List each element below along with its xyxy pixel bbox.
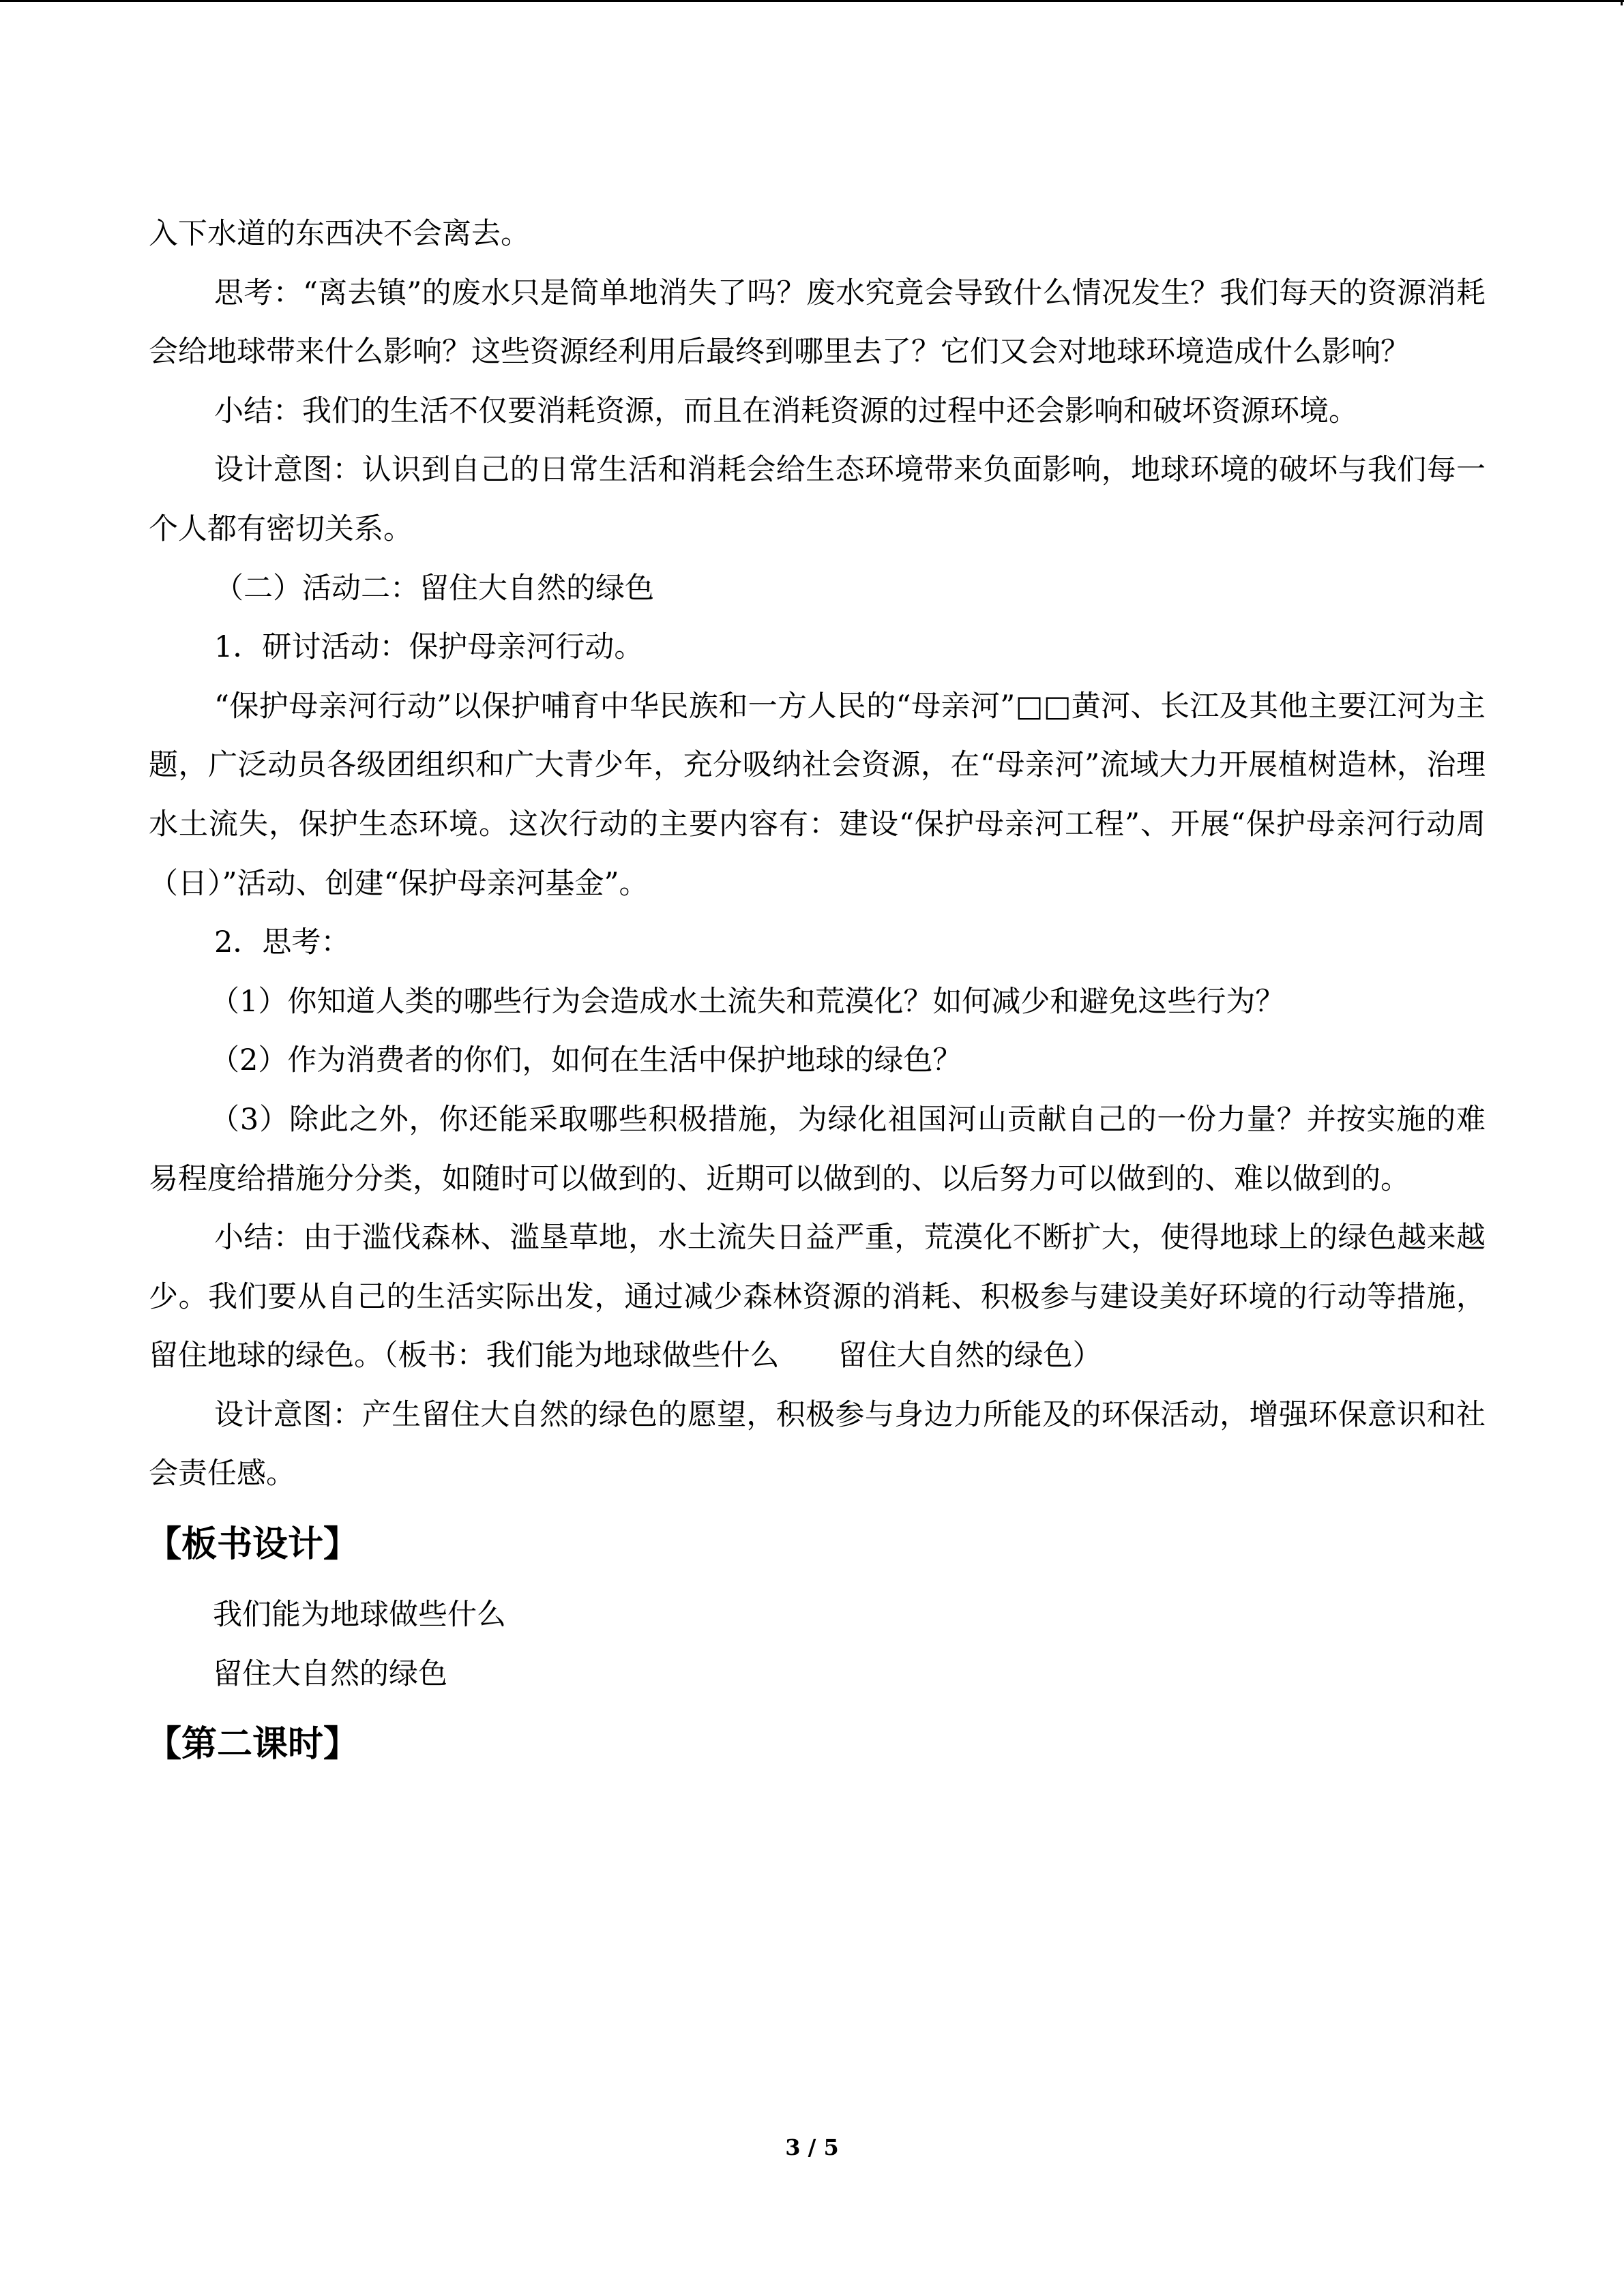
paragraph-thinking-wastewater: 思考：“离去镇”的废水只是简单地消失了吗？废水究竟会导致什么情况发生？我们每天的资源消耗会给地球带来什么影响？这些资源经利用后最终到哪里去了？它们又会对地球环境造成什么影响？ <box>149 275 1486 370</box>
paragraph-design-intent-1: 设计意图：认识到自己的日常生活和消耗会给生态环境带来负面影响，地球环境的破坏与我们每一个人都有密切关系。 <box>149 453 1486 546</box>
board-line-1: 我们能为地球做些什么 <box>213 1598 506 1632</box>
page-number: 3 / 5 <box>785 2134 839 2160</box>
item-thinking: 2．思考： <box>214 925 351 960</box>
second-lesson-heading: 【第二课时】 <box>146 1724 359 1765</box>
question-1: （1）你知道人类的哪些行为会造成水土流失和荒漠化？如何减少和避免这些行为？ <box>210 984 1285 1019</box>
document-body <box>146 205 1486 1785</box>
page-top-border <box>0 0 1624 2</box>
paragraph-summary-resources: 小结：我们的生活不仅要消耗资源，而且在消耗资源的过程中还会影响和破坏资源环境。 <box>214 393 1358 428</box>
page-corner-mark <box>1621 0 1623 5</box>
paragraph-mother-river: “保护母亲河行动”以保护哺育中华民族和一方人民的“母亲河”□□黄河、长江及其他主要江河为主题，广泛动员各级团组织和广大青少年，充分吸纳社会资源，在“母亲河”流域大力开展植树造林，治理水土流失，保护生态环境。这次行动的主要内容有：建设“保护母亲河工程”、开展“保护母亲河行动周（日）”活动、创建“保护母亲河基金”。 <box>149 689 1486 901</box>
paragraph-summary-green: 小结：由于滥伐森林、滥垦草地，水土流失日益严重，荒漠化不断扩大，使得地球上的绿色越来越少。我们要从自己的生活实际出发，通过减少森林资源的消耗、积极参与建设美好环境的行动等措施，留住地球的绿色。（板书：我们能为地球做些什么 留住大自然的绿色） <box>149 1221 1486 1373</box>
paragraph-continuation: 入下水道的东西决不会离去。 <box>149 217 530 251</box>
question-2: （2）作为消费者的你们，如何在生活中保护地球的绿色？ <box>210 1043 962 1078</box>
section-activity-two-title: （二）活动二：留住大自然的绿色 <box>214 571 654 606</box>
paragraph-design-intent-2: 设计意图：产生留住大自然的绿色的愿望，积极参与身边力所能及的环保活动，增强环保意识和社会责任感。 <box>149 1397 1486 1491</box>
board-line-2: 留住大自然的绿色 <box>213 1656 447 1691</box>
question-3: （3）除此之外，你还能采取哪些积极措施，为绿化祖国河山贡献自己的一份力量？并按实施的难易程度给措施分分类，如随时可以做到的、近期可以做到的、以后努力可以做到的、难以做到的。 <box>149 1102 1486 1196</box>
item-research-activity: 1．研讨活动：保护母亲河行动。 <box>214 630 644 665</box>
board-design-heading: 【板书设计】 <box>146 1524 359 1566</box>
